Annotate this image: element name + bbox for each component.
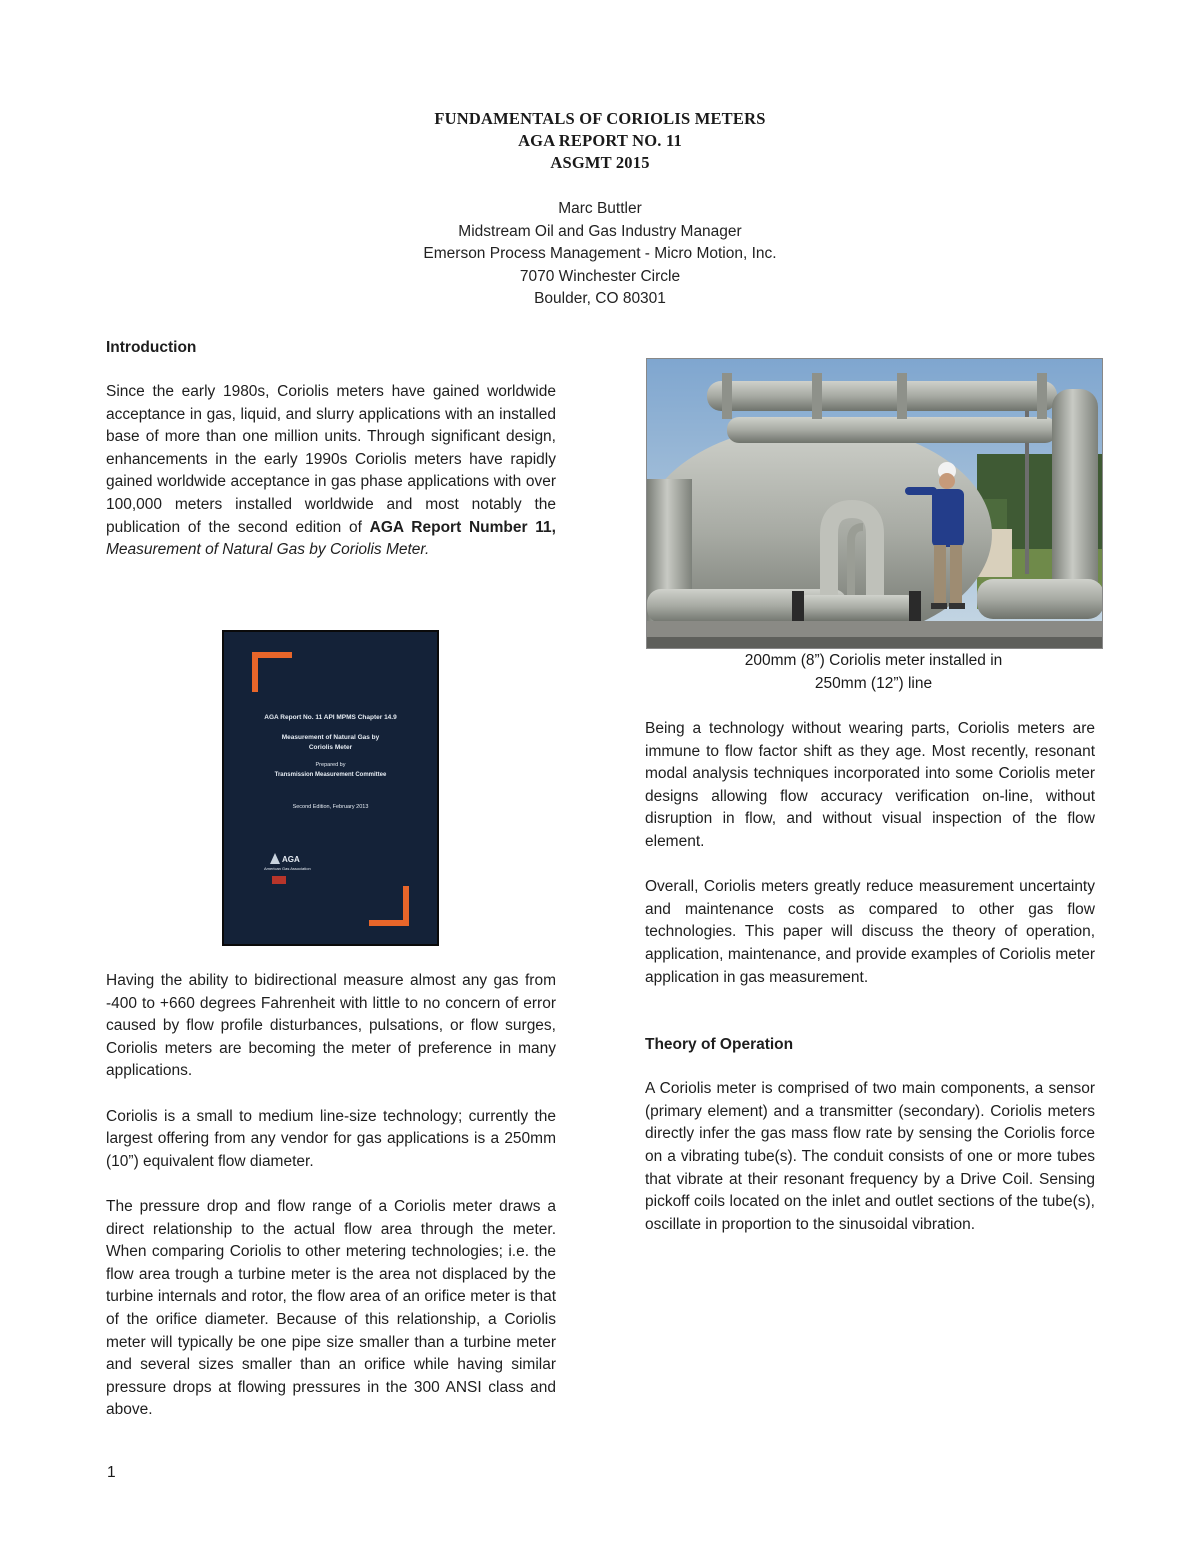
intro-end: . <box>425 541 430 559</box>
introduction-paragraph <box>106 381 556 562</box>
bidirectional-paragraph: Having the ability to bidirectional measure almost any gas from -400 to +660 degrees Fahrenheit with little to no concern of error caused by flow profile disturbances, pulsations, or flow surges, Coriolis meters are becoming the meter of preference in many applications. <box>106 972 556 1080</box>
pressure-drop-paragraph: The pressure drop and flow range of a Coriolis meter draws a direct relationship to the actual flow area through the meter. When comparing Coriolis to other metering technologies; i.e. the flow area trough a turbine meter is the area not displaced by the turbine internals and rotor, the flow area of an orifice meter is that of the orifice diameter. Because of this relationship, a Coriolis meter will typically be one pipe size smaller than a turbine meter and several sizes smaller than an orifice while having similar pressure drops at flowing pressures in the 300 ANSI class and above. <box>106 1197 556 1419</box>
intro-text: Since the early 1980s, Coriolis meters have gained worldwide acceptance in gas, liquid, and slurry applications with an installed base of more than one million units. Through significant design, enhancements in the early 1990s Coriolis meters have rapidly gained worldwide acceptance in gas phase applications with over 100,000 meters installed worldwide and most notably the publication of the second edition of <box>106 383 556 536</box>
installation-photo-drawing <box>647 359 1103 649</box>
cover-logo-sub: American Gas Association <box>264 866 311 871</box>
conference-name: ASGMT 2015 <box>550 153 650 172</box>
page-number: 1 <box>107 1464 116 1481</box>
api-logo-icon <box>272 876 286 884</box>
report-number: AGA REPORT NO. 11 <box>518 131 682 150</box>
paper-title: FUNDAMENTALS OF CORIOLIS METERS <box>434 109 766 128</box>
wearing-parts-paragraph: Being a technology without wearing parts, Coriolis meters are immune to flow factor shift as they age. Most recently, resonant modal analysis techniques incorporated into some Coriolis meter designs allowing flow accuracy verification on-line, without disruption in flow, and without visual inspection of the flow element. <box>645 720 1095 850</box>
author-city: Boulder, CO 80301 <box>534 290 666 307</box>
introduction-heading: Introduction <box>106 339 197 356</box>
left-body <box>106 970 556 1422</box>
title-block <box>0 108 1200 174</box>
overall-paragraph: Overall, Coriolis meters greatly reduce measurement uncertainty and maintenance costs as compared to other gas flow technologies. This paper will discuss the theory of operation, application, maintenance, and provide examples of Coriolis meter application in gas measurement. <box>645 878 1095 986</box>
line-size-paragraph: Coriolis is a small to medium line-size technology; currently the largest offering from any vendor for gas applications is a 250mm (10”) equivalent flow diameter. <box>106 1107 556 1170</box>
cover-title-line1: Measurement of Natural Gas by <box>281 734 380 741</box>
intro-italic-ref: Measurement of Natural Gas by Coriolis Meter <box>106 541 426 559</box>
cover-title-line2: Coriolis Meter <box>308 744 353 751</box>
author-company: Emerson Process Management - Micro Motion, Inc. <box>423 245 777 262</box>
right-body <box>645 718 1095 1236</box>
author-block <box>0 198 1200 311</box>
author-name: Marc Buttler <box>558 200 642 217</box>
theory-paragraph: A Coriolis meter is comprised of two main components, a sensor (primary element) and a transmitter (secondary). Coriolis meters directly infer the gas mass flow rate by sensing the Coriolis force on a vibrating tube(s). The conduit consists of one or more tubes that vibrate at their resonant frequency by a Drive Coil. Sensing pickoff coils located on the inlet and outlet sections of the tube(s), oscillate in proportion to the sinusoidal vibration. <box>645 1080 1095 1233</box>
caption-line-1: 200mm (8”) Coriolis meter installed in <box>744 652 1003 669</box>
introduction-section <box>106 337 556 562</box>
coriolis-meter-installation-photo <box>646 358 1103 649</box>
author-title: Midstream Oil and Gas Industry Manager <box>458 222 742 240</box>
caption-line-2: 250mm (12”) line <box>814 674 933 692</box>
cover-edition: Second Edition, February 2013 <box>292 804 369 810</box>
intro-bold-ref: AGA Report Number 11, <box>369 518 556 536</box>
photo-caption <box>645 650 1102 695</box>
cover-report-line: AGA Report No. 11 API MPMS Chapter 14.9 <box>264 714 397 721</box>
theory-heading: Theory of Operation <box>645 1036 794 1054</box>
cover-committee: Transmission Measurement Committee <box>274 772 387 778</box>
author-street: 7070 Winchester Circle <box>519 267 681 285</box>
cover-prepared-by: Prepared by <box>315 762 346 768</box>
aga-report-cover-image <box>222 630 439 946</box>
cover-logo-text: AGA <box>282 855 300 864</box>
